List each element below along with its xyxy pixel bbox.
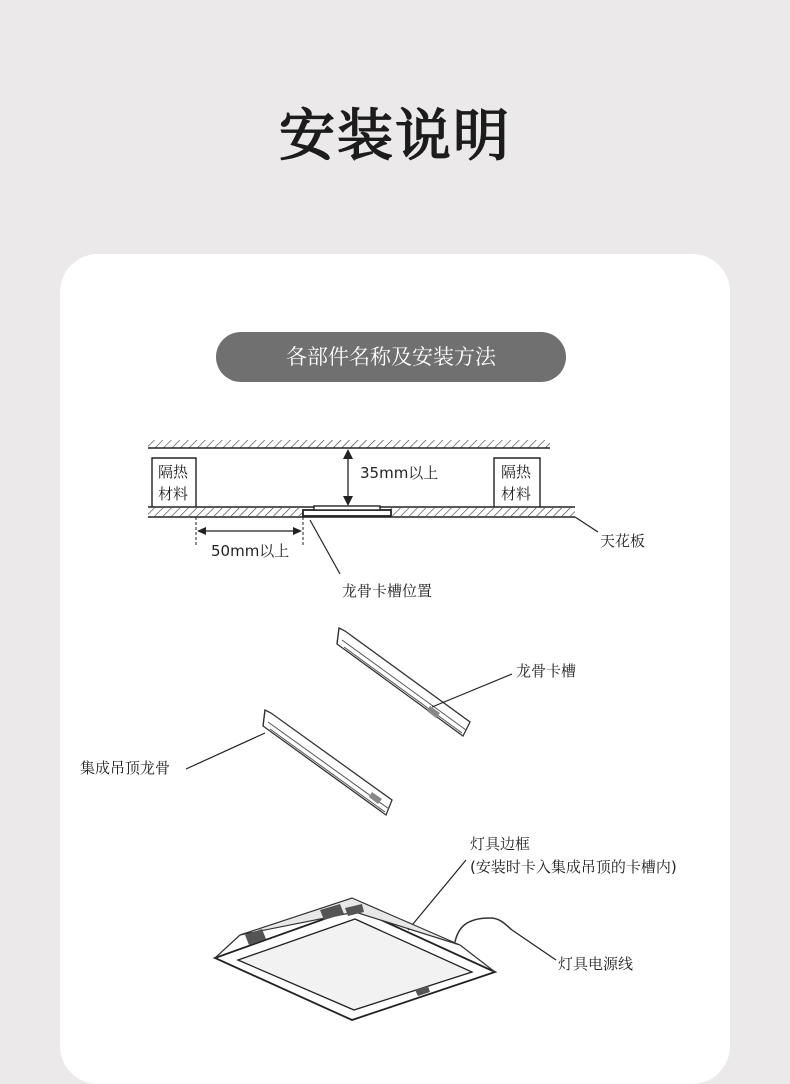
page-title: 安装说明 <box>279 104 511 169</box>
insulation-label-left-1: 隔热 <box>158 463 189 481</box>
integrated-ceiling-keel-rail <box>263 710 392 815</box>
dimension-side <box>196 517 303 560</box>
clearance-top-label: 35mm以上 <box>360 464 439 482</box>
insulation-right <box>494 458 540 507</box>
keel-slot-rail <box>337 628 470 736</box>
upper-slab <box>148 440 550 448</box>
dimension-top <box>343 449 438 506</box>
power-cord-label: 灯具电源线 <box>558 955 634 973</box>
panel-in-ceiling <box>303 506 391 516</box>
insulation-label-right-1: 隔热 <box>501 463 532 481</box>
led-panel <box>215 898 495 1020</box>
ceiling-board-label: 天花板 <box>600 532 646 550</box>
keel-slot-label: 龙骨卡槽 <box>516 662 577 680</box>
insulation-label-left-2: 材料 <box>158 485 189 503</box>
insulation-left <box>152 458 196 507</box>
section-label: 各部件名称及安装方法 <box>216 332 566 382</box>
insulation-label-right-2: 材料 <box>501 485 532 503</box>
lamp-frame-label: 灯具边框 <box>470 835 531 853</box>
clearance-side-label: 50mm以上 <box>211 542 290 560</box>
integrated-ceiling-keel-label: 集成吊顶龙骨 <box>80 759 171 777</box>
lamp-frame-note: (安装时卡入集成吊顶的卡槽内) <box>470 858 677 876</box>
keel-slot-position-label: 龙骨卡槽位置 <box>342 582 433 600</box>
